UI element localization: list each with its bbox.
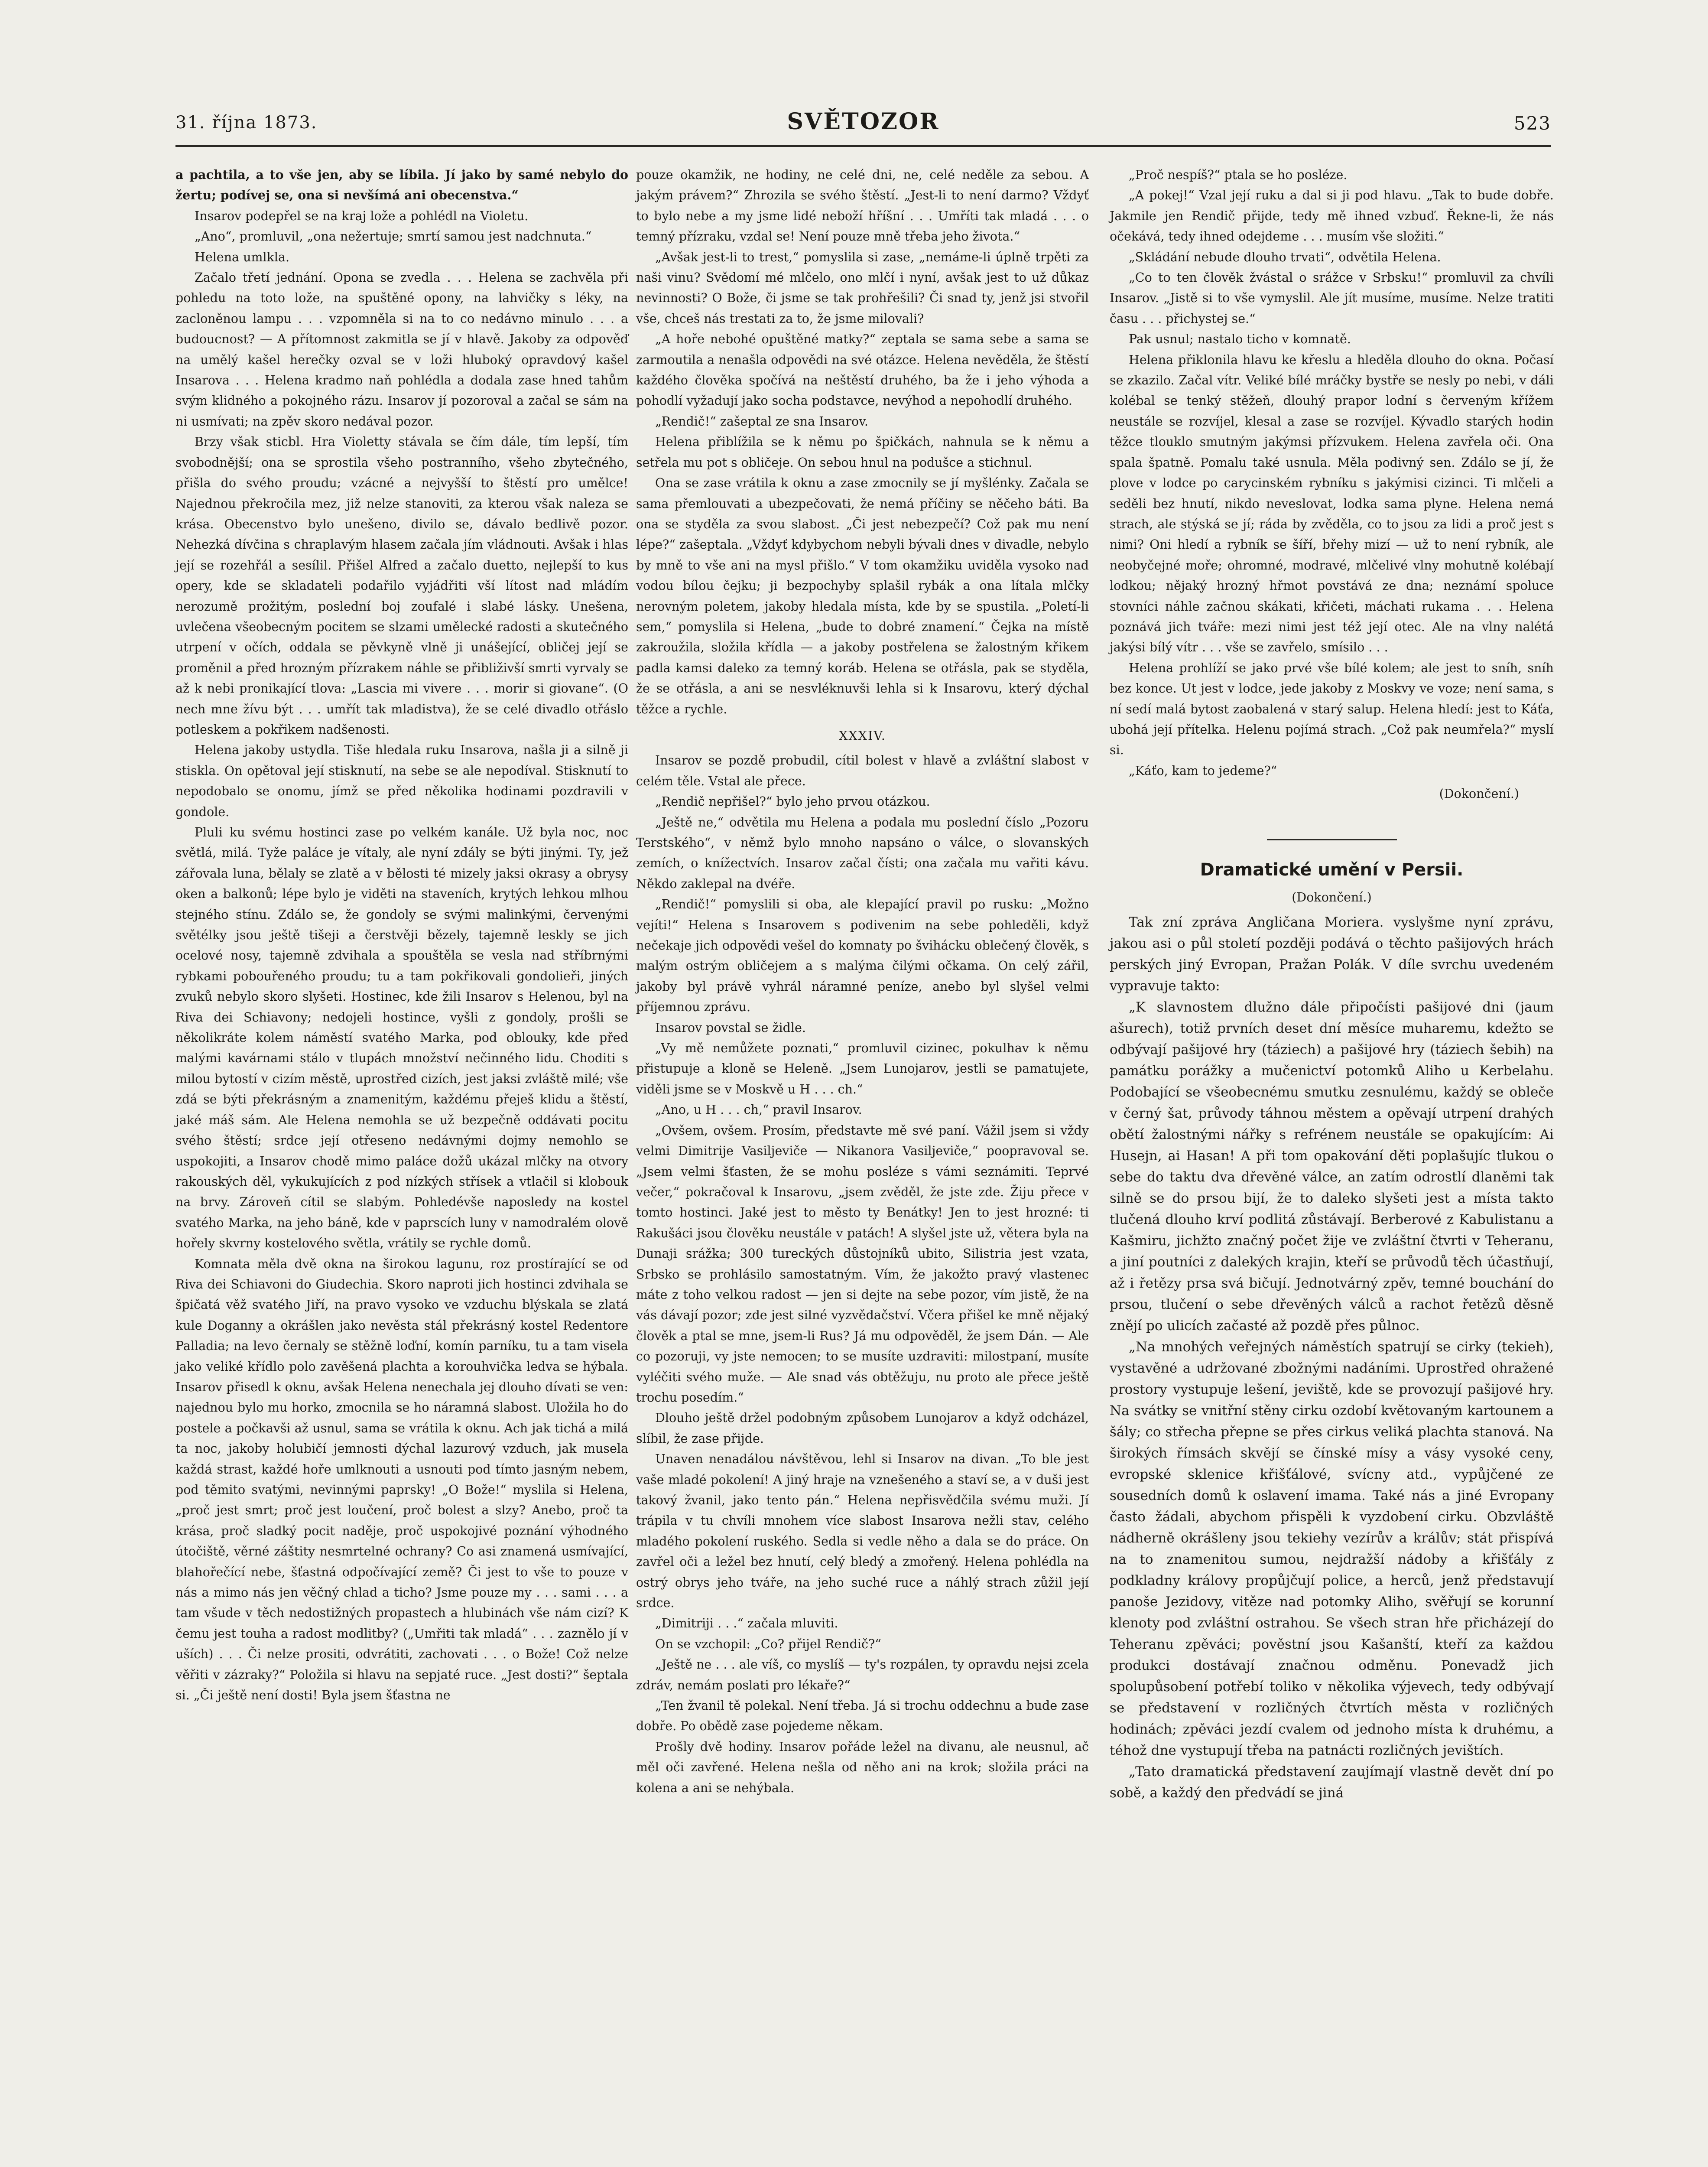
paragraph: Prošly dvě hodiny. Insarov pořáde ležel na divanu, ale neusnul, ač měl oči zavřené. Helena nešla od něho ani na krok; složila práci na kolena a ani se nehýbala. (636, 1739, 1089, 1795)
article-body (1110, 912, 1554, 1804)
paragraph: Helena umlkla. (195, 250, 290, 264)
paragraph: „Dimitriji . . .“ začala mluviti. (655, 1616, 838, 1631)
paragraph: „Skládání nebude dlouho trvati“, odvětila Helena. (1129, 250, 1441, 264)
paragraph: Helena jakoby ustydla. Tiše hledala ruku Insarova, našla ji a silně ji stiskla. On opětoval její stisknutí, na sebe se ale nepodíval. Stisknutí to nepodobalo se onomu, jímž se před několika hodinami pozdravili v gondole. (175, 743, 628, 819)
paragraph: Helena přiblížila se k němu po špičkách, nahnula se k němu a setřela mu pot s obličeje. On sebou hnul na podušce a stichnul. (636, 435, 1089, 470)
paragraph: „Tato dramatická představení zaujímají vlastně devět dní po sobě, a každý den předvádí se jiná (1110, 1764, 1554, 1801)
paragraph: Pluli ku svému hostinci zase po velkém kanále. Už byla noc, noc světlá, milá. Tyže paláce je vítaly, ale nyní zdály se býti jinými. Ty, jež zářovala luna, bělaly se zlatě a v bělosti té mizely jaksi okrasy a obrysy oken a balkonů; lépe bylo je viděti na staveních, krytých lehkou mlhou stejného stínu. Zdálo se, že gondoly se svými malinkými, červenými světélky jsou ještě tišeji a čerstvěji bězely, tajemně leskly se jich ocelové nosy, tajemně zdvihala a spouštěla se vesla nad stříbrnými rybkami pobouřeného proudu; tu a tam pokřikovali gondolieři, jiných zvuků nebylo skoro slyšeti. Hostinec, kde žili Insarov s Helenou, byl na Riva dei Schiavony; nedojeli hostince, vyšli z gondoly, prošli se několikráte kolem náměstí svatého Marka, pod oblouky, kde před malými kavárnami stálo v tlupách množství nečinného lidu. Choditi s milou bytostí v cizím městě, uprostřed cizích, jest jaksi zvláště milé; vše zdá se býti překrásným a znamenitým, každému přeješ klidu a štěstí, jaké máš sám. Ale Helena nemohla se už bezpečně oddávati pocitu svého štěstí; srdce její otřeseno nedávnými dojmy nemohlo se uspokojiti, a Insarov chodě mimo paláce dožů ukázal mlčky na otvory rakouských děl, vykukujících z pod nízkých střísek a vtlačil si klobouk na brvy. Zároveň cítil se slabým. Pohledévše naposledy na kostel svatého Marka, na jeho báně, kde v paprscích luny v namodralém olově hořely skvrny kostelového světla, vrátily se rychle domů. (175, 825, 628, 1251)
paragraph: Insarov podepřel se na kraj lože a pohlédl na Violetu. (195, 208, 529, 223)
paragraph: „Ano, u H . . . ch,“ pravil Insarov. (655, 1103, 862, 1117)
paragraph: „Ten žvanil tě polekal. Není třeba. Já si trochu oddechnu a bude zase dobře. Po obědě zase pojedeme někam. (636, 1698, 1089, 1734)
paragraph: Komnata měla dvě okna na širokou lagunu, roz prostírající se od Riva dei Schiavoni do Giudechia. Skoro naproti jich hostinci zdvihala se špičatá věž svatého Jiří, na pravo vysoko ve vzduchu blýskala se zlatá kule Doganny a okrášlen jako nevěsta stál překrásný kostel Redentore Palladia; na levo černaly se stěžně loďní, komín parníku, tu a tam visela jako veliké křídlo polo zavěšená plachta a korouhvička ledva se hýbala. Insarov přisedl k oknu, avšak Helena nenechala jej dlouho dívati se ven: najednou bylo mu horko, zmocnila se ho náramná slabost. Uložila ho do postele a počkavši až usnul, sama se vrátila k oknu. Ach jak tichá a milá ta noc, jakoby holubičí jemnosti dýchal lazurový vzduch, jak musela každá strast, každé hoře umlknouti a usnouti pod tímto jasným nebem, pod těmito svatými, nevinnými paprsky! „O Bože!“ myslila si Helena, „proč jest smrt; proč jest loučení, proč bolest a slzy? Anebo, proč ta krása, proč sladký pocit naděje, proč uspokojivé poznání výhodného útočiště, věrné záštity nesmrtelné ochrany? Co asi znamená usmívající, blahořečící nebe, šťastná odpočívající země? Či jest to vše to pouze v nás a mimo nás jen věčný chlad a ticho? Jsme pouze my . . . sami . . . a tam všude v těch nedostižných propastech a hlubinách vše nám cizí? K čemu jest touha a radost modlitby? („Umřiti tak mladá“ . . . zaznělo jí v uších) . . . Či nelze prositi, odvrátiti, zachovati . . . o Bože! Což nelze věřiti v zázraky?“ Položila si hlavu na sepjaté ruce. „Jest dosti?“ šeptala si. „Či ještě není dosti! Byla jsem šťastna ne (175, 1256, 628, 1703)
section-divider (1267, 839, 1397, 840)
paragraph: Brzy však sticbl. Hra Violetty stávala se čím dále, tím lepší, tím svobodnější; ona se sprostila všeho postranního, všeho zbytečného, přišla do svého proudu; vzácné a nejvyšší to štěstí pro umělce! Najednou překročila mez, již nelze stanoviti, za kterou však naleza se krása. Obecenstvo bylo unešeno, divilo se, dávalo bedlivě pozor. Nehezká dívčina s chraplavým hlasem začala jím vládnouti. Avšak i hlas její se rozehřál a sesílil. Přišel Alfred a začalo duetto, nejlepší to kus opery, kde se skladateli podařilo vyjádřiti vší lítost nad mládím nerozumě prožitým, poslední boj zoufalé i slabé lásky. Unešena, uvlečena všeobecným pocitem se slzami umělecké radosti a skutečného utrpení v očích, oddala se pěvkyně vlně ji unášející, obličej její se proměnil a před hrozným přízrakem náhle se přibliživší smrti vyrvaly se až k nebi pronikající tlova: „Lascia mi vivere . . . morir si giovane“. (O nech mne žívu být . . . umřít tak mladistva), že se celé divadlo otřáslo potleskem a pokřikem nadšenosti. (175, 435, 628, 737)
paragraph: Tak zní zpráva Angličana Moriera. vyslyšme nyní zprávu, jakou asi o půl století později podává o těchto pašijových hrách perských jiný Evropan, Pražan Polák. V díle svrchu uvedeném vypravuje takto: (1110, 914, 1554, 994)
paragraph: Helena prohlíží se jako prvé vše bílé kolem; ale jest to sníh, sníh bez konce. Ut jest v lodce, jede jakoby z Moskvy ve voze; není sama, s ní sedí malá bytost zaobalená v starý salup. Helena hledí: jest to Káťa, ubohá její přítelka. Helenu pojímá strach. „Což pak neumřela?“ myslí si. (1110, 661, 1554, 758)
paragraph: Ona se zase vrátila k oknu a zase zmocnily se jí myšlénky. Začala se sama přemlouvati a ubezpečovati, že nemá příčiny se něčeho báti. Ba ona se styděla za svou slabost. „Či jest nebezpečí? Což pak mu není lépe?“ zašeptala. „Vždyť kdybychom nebyli bývali dnes v divadle, nebylo by mně to vše ani na mysl přišlo.“ V tom okamžiku uviděla vysoko nad vodou bílou čejku; ji bezpochyby splašil rybák a ona lítala mlčky nerovným poletem, jakoby hledala místa, kde by se spustila. „Poletí-li sem,“ pomyslila si Helena, „bude to dobré znamení.“ Čejka na místě zakroužila, složila křídla — a jakoby postřelena se žalostným křikem padla kamsi daleko za temný koráb. Helena se otřásla, pak se styděla, že se otřásla, a ani se nesvléknuvši lehla si k Insarovu, který dýchal těžce a rychle. (636, 476, 1089, 716)
paragraph: „Ještě ne,“ odvětila mu Helena a podala mu poslední číslo „Pozoru Terstského“, v němž bylo mnoho napsáno o válce, o slovanských zemích, o knížectvích. Insarov začal čísti; ona začala mu vařiti kávu. Někdo zaklepal na dvéře. (636, 815, 1089, 891)
paragraph: „Káťo, kam to jedeme?“ (1129, 763, 1277, 778)
paragraph: Pak usnul; nastalo ticho v komnatě. (1129, 332, 1351, 347)
paragraph: pouze okamžik, ne hodiny, ne celé dni, ne, celé neděle za sebou. A jakým právem?“ Zhrozila se svého štěstí. „Jest-li to není darmo? Vždyť to bylo nebe a my jsme lidé neboží hříšní . . . Umříti tak mladá . . . o temný přízraku, vzdal se! Není pouze mně třeba jeho života.“ (636, 168, 1089, 244)
paragraph: „Rendič!“ zašeptal ze sna Insarov. (655, 414, 868, 429)
paragraph: On se vzchopil: „Co? přijel Rendič?“ (655, 1637, 881, 1651)
header-rule (175, 145, 1551, 147)
paragraph: „A hoře nebohé opuštěné matky?“ zeptala se sama sebe a sama se zarmoutila a nenašla odpovědi na své otázce. Helena nevěděla, že štěstí každého člověka spočívá na neštěstí druhého, ba že i jeho výhoda a pohodlí vyžadují jako socha podstavce, nevýhod a nepohodlí druhého. (636, 332, 1089, 408)
continuation-note: (Dokončení.) (1439, 787, 1519, 801)
paragraph: „Vy mě nemůžete poznati,“ promluvil cizinec, pokulhav k němu přistupuje a kloně se Heleně. „Jsem Lunojarov, jestli se pamatujete, viděli jsme se v Moskvě u H . . . ch.“ (636, 1041, 1089, 1097)
paragraph: Unaven nenadálou návštěvou, lehl si Insarov na divan. „To ble jest vaše mladé pokolení! A jiný hraje na vznešeného a staví se, a v duši jest takový žvanil, jako tento pán.“ Helena nepřisvědčila svému muži. Jí trápila v tu chvíli mnohem více slabost Insarova nežli stav, celého mladého pokolení ruského. Sedla si vedle něho a dala se do práce. On zavřel oči a ležel bez hnutí, celý bledý a zmořený. Helena pohlédla na ostrý obrys jeho tváře, na jeho suché ruce a náhlý strach zůžil její srdce. (636, 1452, 1089, 1611)
paragraph: „Co to ten člověk žvástal o srážce v Srbsku!“ promluvil za chvíli Insarov. „Jistě si to vše vymyslil. Ale jít musíme, musíme. Nelze tratiti času . . . přichystej se.“ (1110, 270, 1554, 326)
paragraph: Začalo třetí jednání. Opona se zvedla . . . Helena se zachvěla při pohledu na toto lože, na spuštěné opony, na lahvičky s léky, na zacloněnou lampu . . . vzpomněla si na to co nedávno minulo . . . a budoucnost? — A přítomnost zakmitla se jí v hlavě. Jakoby za odpověď na umělý kašel herečky ozval se v loži hluboký opravdový kašel Insarova . . . Helena kradmo naň pohlédla a dodala zase hned tahům svým klidného a pokojného rázu. Insarov jí pozoroval a začal se sám na ni usmívati; na zpěv skoro nedával pozor. (175, 270, 628, 429)
article-title: Dramatické umění v Persii. (1200, 859, 1464, 880)
paragraph: Insarov povstal se židle. (655, 1020, 806, 1035)
page-header (175, 108, 1551, 143)
paragraph: Dlouho ještě držel podobným způsobem Lunojarov a když odcházel, slíbil, že zase přijde. (636, 1411, 1089, 1446)
paragraph: „Na mnohých veřejných náměstích spatrují se cirky (tekieh), vystavěné a udržované zbožnými nadáními. Uprostřed ohražené prostory vystupuje lešení, jeviště, kde se provozují pašijové hry. Na svátky se vnitřní stěny cirku ozdobí květovaným kartounem a šály; co střecha přepne se přes cirkus veliká plachta stanová. Na širokých římsách skvějí se čínské mísy a vásy vysoké ceny, evropské sklenice křišťálové, svícny atd., vypůjčené ze sousedních domů k oslavení imama. Také nás a jiné Evropany často žádali, abychom přispěli k vyzdobení cirku. Obzvláště nádherně okrášleny jsou tekiehy vezírův a králův; stát přispívá na to znamenitou sumou, nejdražší nádoby a křišťály z podkladny královy propůjčují police, a herců, jenž představují panoše Jezidovy, vitěze nad potomky Aliho, svěřují se korunní klenoty pod zvláštní ostrahou. Se všech stran hře přicházejí do Teheranu zpěváci; pověstní jsou Kašanští, kteří za každou produkci dostávají značnou odměnu. Ponevadž jich spolupůsobení potřebí toliko v několika výjevech, tedy odbývají se představení v rozličných čtvrtích města v rozličných hodinách; zpěváci jezdí cvalem od jednoho místa k druhému, a téhož dne vystupují třeba na patnácti rozličných jevištích. (1110, 1339, 1554, 1758)
paragraph: „Ještě ne . . . ale víš, co myslíš — ty's rozpálen, ty opravdu nejsi zcela zdráv, nemám poslati pro lékaře?“ (636, 1657, 1089, 1692)
chapter-heading: XXXIV. (839, 728, 886, 743)
article-subtitle: (Dokončení.) (1292, 890, 1372, 905)
paragraph: Helena přiklonila hlavu ke křeslu a hleděla dlouho do okna. Počasí se zkazilo. Začal vítr. Veliké bílé mráčky bystře se nesly po nebi, v dáli kolébal se tenký stěžeň, dlouhý prapor lodní s červeným křížem neustále se rozvíjel, klesal a zase se rozvíjel. Kývadlo starých hodin těžce tlouklo smutným jakýmsi přízvukem. Helena zavřela oči. Ona spala špatně. Pomalu také usnula. Měla podivný sen. Zdálo se jí, že plove v lodce po carycinském rybníku s jakýmisi cizinci. Ti mlčeli a seděli bez hnutí, nikdo neveslovat, lodka sama plyne. Helena nemá strach, ale stýská se jí; ráda by zvěděla, co to jsou za lidi a proč jest s nimi? Oni hledí a rybník se šíří, břehy mizí — už to není rybník, ale neobyčejné moře; ohromné, modravé, mlčelivé vlny mohutně kolébají lodkou; nějaký hrozný hřmot povstává ze dna; neznámí spoluce stovníci náhle začnou skákati, křičeti, máchati rukama . . . Helena poznává jich tváře: mezi nimi jest též její otec. Ale na vlny nalétá jakýsi bílý vítr . . . vše se zavřelo, smísilo . . . (1110, 352, 1554, 655)
paragraph: Insarov se pozdě probudil, cítil bolest v hlavě a zvláštní slabost v celém těle. Vstal ale přece. (636, 753, 1089, 788)
issue-date: 31. října 1873. (175, 113, 318, 133)
paragraph: „K slavnostem dlužno dále připočísti pašijové dni (jaum ašurech), totiž prvních deset dní měsíce muharemu, kdežto se odbývají pašijové hry (táziech) a pašijové hry (táziech šebih) na památku porážky a mučenictví potomků Aliho u Kerbelahu. Podobající se všeobecnému smutku zesnulému, každý se obleče v černý šat, průvody táhnou městem a opěvají utrpení drahých obětí žalostnými nářky s refrénem neustále se opakujícím: Ai Husejn, ai Hasan! A při tom opakování děti poplašujíc tlukou o sebe do taktu dva dřevěné válce, an zatím odrostlí dlaněmi tak silně se do prsou bijí, že to daleko slyšeti jest a místa takto tlučená dlouho krví podlitá zůstávají. Berberové z Kabulistanu a Kašmiru, jichžto značný počet žije ve zvláštní čtvrti v Teheranu, a jiní poutníci z dalekých krajin, kteří se průvodů těch účastňují, až i řetězy prsa svá bičují. Jednotvárný zpěv, temné bouchání do prsou, tlučení o sebe dřevěných válců a rachot řetězů děsně znějí po ulicích začasté až pozdě přes půlnoc. (1110, 999, 1554, 1334)
paragraph: „Ovšem, ovšem. Prosím, představte mě své paní. Vážil jsem si vždy velmi Dimitrije Vasiljeviče — Nikanora Vasiljeviče,“ poopravoval se. „Jsem velmi šťasten, že se mohu posléze s vámi seznámiti. Teprvé večer,“ pokračoval k Insarovu, „jsem zvěděl, že jste zde. Žiju přece v tomto hostinci. Jaké jest to město ty Benátky! Jen to jest hrozné: ti Rakušáci jsou člověku neustále v patách! A slyšel jste už, větera byla na Dunaji srážka; 300 tureckých důstojníků ubito, Silistria jest vzata, Srbsko se prohlásilo samostatným. Vím, že jakožto pravý vlastenec máte z toho velkou radost — jen si dejte na sebe pozor, vím jistě, že na vás dávají pozor; zde jest silné vyzvědačství. Včera přišel ke mně nějaký člověk a ptal se mne, jsem-li Rus? Já mu odpověděl, že jsem Dán. — Ale co pozoruji, vy jste nemocen; to se musíte uzdraviti: milostpaní, musíte vyléčiti svého muže. — Ale snad vás obtěžuju, nu proto ale přece ještě trochu posedím.“ (636, 1123, 1089, 1405)
column-1 (175, 165, 628, 2167)
column-2 (636, 165, 1089, 2167)
paragraph: „Proč nespíš?“ ptala se ho posléze. (1129, 168, 1348, 182)
paragraph: a pachtila, a to vše jen, aby se líbila. Jí jako by samé nebylo do žertu; podívej se, ona si nevšímá ani obecenstva.“ (175, 167, 628, 203)
paragraph: „Rendič!“ pomyslili si oba, ale klepající pravil po rusku: „Možno vejíti!“ Helena s Insarovem s podivenim na sebe pohleděli, když nečekaje jich odpovědi vešel do komnaty po švihácku oblečený člověk, s malým ostrým obličejem a s malýma čilými očkama. On celý zářil, jakoby byl právě vyhrál náramné peníze, anebo byl slyšel velmi příjemnou zprávu. (636, 897, 1089, 1015)
page-number: 523 (1513, 113, 1551, 134)
paragraph: „Ano“, promluvil, „ona nežertuje; smrtí samou jest nadchnuta.“ (195, 229, 592, 244)
column-3 (1110, 165, 1554, 2167)
paragraph: „Rendič nepřišel?“ bylo jeho prvou otázkou. (655, 794, 930, 809)
publication-title: SVĚTOZOR (787, 108, 940, 135)
paragraph: „A pokej!“ Vzal její ruku a dal si ji pod hlavu. „Tak to bude dobře. Jakmile jen Rendič přijde, tedy mě ihned vzbuď. Řekne-li, že nás očekává, tedy ihned odejdeme . . . musím vše složiti.“ (1110, 188, 1554, 244)
paragraph: „Avšak jest-li to trest,“ pomyslila si zase, „nemáme-li úplně trpěti za naši vinu? Svědomí mé mlčelo, ono mlčí i nyní, avšak jest to už důkaz nevinnosti? O Bože, či jsme se tak prohřešili? Či snad ty, jenž jsi stvořil vše, chceš nás trestati za to, že jsme milovali? (636, 250, 1089, 326)
